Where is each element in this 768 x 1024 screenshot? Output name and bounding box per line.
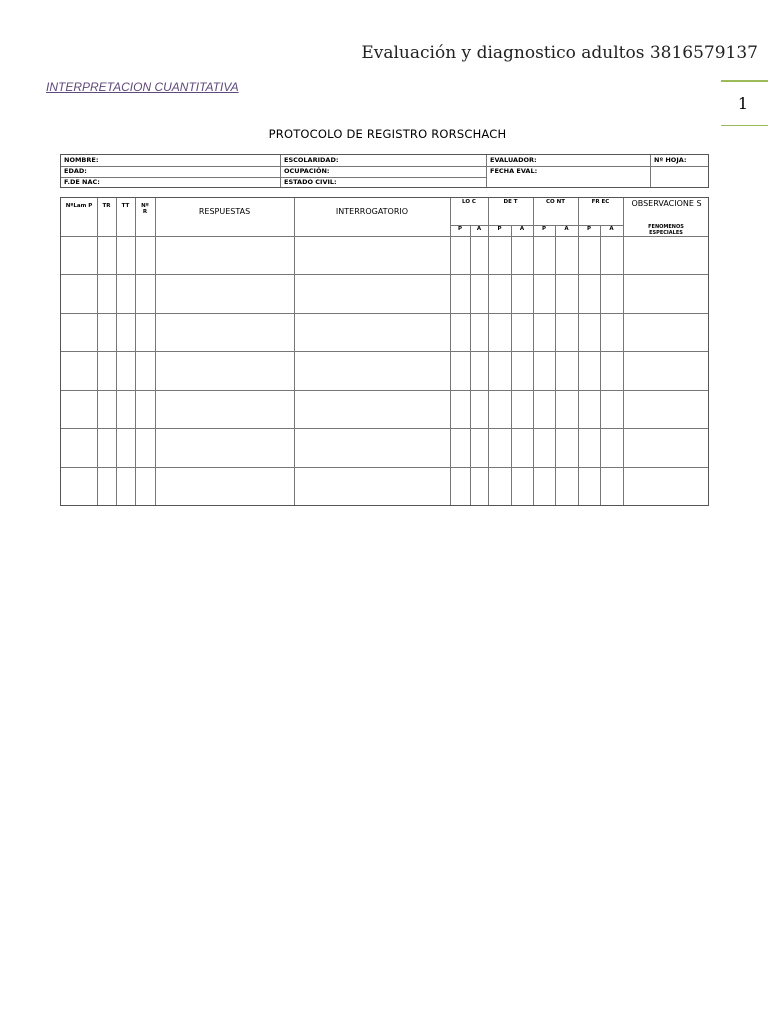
- rorschach-response-grid: [60, 197, 709, 506]
- edad-label: EDAD:: [64, 167, 87, 175]
- header-cont: CO NT: [546, 199, 565, 205]
- evaluador-label: EVALUADOR:: [490, 156, 537, 164]
- header-det: DE T: [503, 199, 518, 205]
- header-nr: Nº R: [141, 203, 149, 215]
- fecha-eval-label: FECHA EVAL:: [490, 167, 538, 175]
- subheader-loc-a: A: [476, 226, 482, 232]
- subheader-cont-a: A: [564, 226, 569, 232]
- table-row-separator: [61, 467, 708, 468]
- document-header-title: Evaluación y diagnostico adultos 3816579137: [361, 43, 758, 63]
- fnac-label: F.DE NAC:: [64, 178, 100, 186]
- header-nlam: NºLam P: [65, 203, 93, 209]
- table-row-separator: [61, 428, 708, 429]
- subheader-det-p: P: [497, 226, 502, 232]
- subheader-cont-p: P: [541, 226, 547, 232]
- subheader-det-a: A: [519, 226, 525, 232]
- hoja-label: Nº HOJA:: [654, 156, 687, 164]
- nombre-label: NOMBRE:: [64, 156, 99, 164]
- protocol-title: PROTOCOLO DE REGISTRO RORSCHACH: [268, 127, 507, 141]
- patient-info-table: [60, 154, 709, 188]
- header-fenomenos: FENOMENOS ESPECIALES: [648, 224, 684, 236]
- subheader-loc-p: P: [457, 226, 463, 232]
- ocupacion-label: OCUPACIÓN:: [284, 167, 330, 175]
- table-row-separator: [61, 351, 708, 352]
- section-title: INTERPRETACION CUANTITATIVA: [46, 80, 239, 94]
- subheader-frec-p: P: [586, 226, 592, 232]
- header-interrogatorio: INTERROGATORIO: [335, 207, 409, 216]
- table-row-separator: [61, 274, 708, 275]
- header-loc: LO C: [462, 199, 476, 205]
- table-row-separator: [61, 313, 708, 314]
- estado-civil-label: ESTADO CIVIL:: [284, 178, 337, 186]
- table-row-separator: [61, 390, 708, 391]
- header-tr: TR: [102, 203, 111, 209]
- subheader-frec-a: A: [609, 226, 614, 232]
- header-tt: TT: [121, 203, 130, 209]
- header-observaciones: OBSERVACIONE S: [631, 199, 702, 208]
- page-number: 1: [737, 94, 748, 113]
- header-respuestas: RESPUESTAS: [198, 207, 251, 216]
- header-frec: FR EC: [591, 199, 610, 205]
- escolaridad-label: ESCOLARIDAD:: [284, 156, 339, 164]
